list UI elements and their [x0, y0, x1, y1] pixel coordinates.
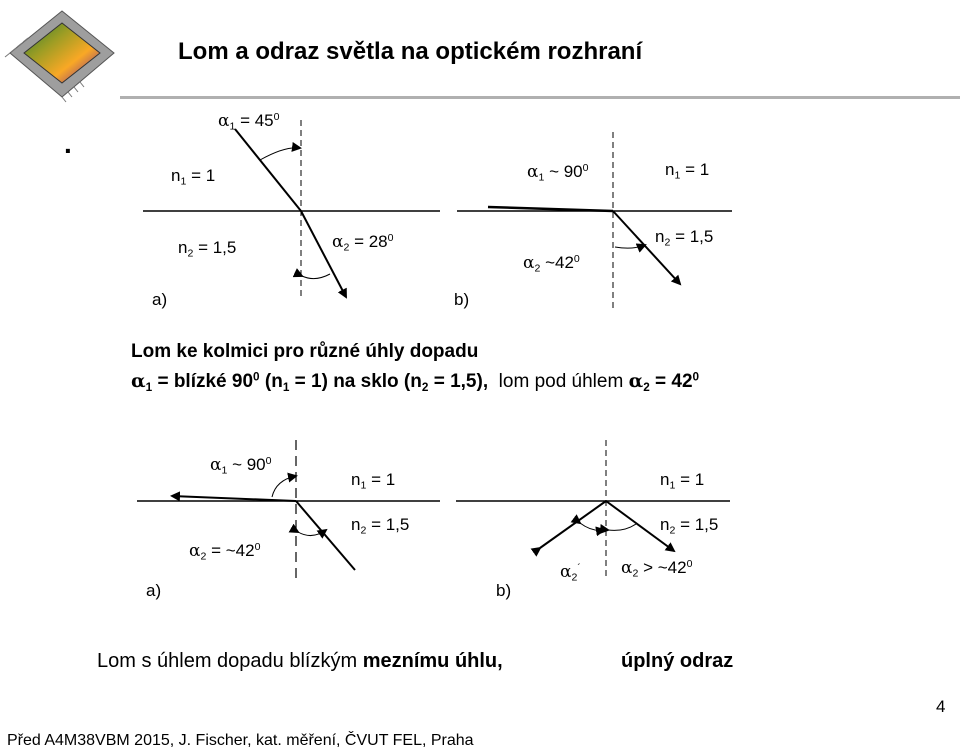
refracted-ray	[301, 211, 346, 297]
refracted-ray	[296, 501, 355, 570]
bottom-left-alpha2: $\alpha_2$ = $\sim 42^0$	[189, 541, 261, 563]
bottom-left-n2: $n_2 = 1,5$	[351, 515, 410, 537]
bottom-right-alpha2: $\alpha_2$ > $\sim 42^0$	[621, 558, 693, 580]
bottom-right-tag: b)	[496, 581, 512, 600]
page-number: 4	[936, 697, 946, 716]
total-reflection-label: úplný odraz	[621, 650, 734, 672]
bottom-left-n1: $n_1 = 1$	[351, 470, 396, 492]
angle-arc-1	[272, 476, 296, 497]
description-line-1: Lom ke kolmici pro různé úhly dopadu	[131, 341, 479, 362]
stray-dot: .	[64, 128, 72, 159]
bottom-left-alpha1: $\alpha_1$ ~ $90^0$	[210, 455, 272, 477]
bottom-left-diagram	[137, 440, 440, 578]
bottom-right-alpha2-prime: $\alpha_2^´$	[560, 562, 581, 584]
description-line-2: $\alpha_1$ = blízké $90^0$ $(n_1 = 1)$ na sklo $(n_2 = 1,5)$, lom pod úhlem $\alpha_2 = 42^0$	[131, 370, 700, 395]
top-left-tag: a)	[152, 290, 168, 309]
bottom-right-n2: $n_2 = 1,5$	[660, 515, 719, 537]
angle-arc-right	[608, 524, 636, 530]
bottom-left-tag: a)	[146, 581, 162, 600]
angle-arc-1	[260, 148, 300, 160]
angle-arc-left	[580, 523, 604, 530]
top-right-n1: $n_1 = 1$	[665, 160, 710, 182]
angle-arc	[615, 245, 645, 248]
page-title: Lom a odraz světla na optickém rozhraní	[178, 38, 643, 65]
top-left-n2: $n_2 = 1,5$	[178, 238, 237, 260]
footer-text: Před A4M38VBM 2015, J. Fischer, kat. měření, ČVUT FEL, Praha	[7, 732, 474, 749]
top-right-alpha1: $\alpha_1$ ~ $90^0$	[527, 162, 589, 184]
top-left-alpha1: $\alpha_1 = 45^0$	[218, 111, 280, 133]
top-right-tag: b)	[454, 290, 470, 309]
conclusion-line: Lom s úhlem dopadu blízkým meznímu úhlu,	[97, 650, 503, 672]
top-right-alpha2: $\alpha_2$ $\sim 42^0$	[523, 253, 580, 275]
top-right-n2: $n_2 = 1,5$	[655, 227, 714, 249]
top-left-alpha2: $\alpha_2 = 28^0$	[332, 232, 394, 254]
bottom-right-n1: $n_1 = 1$	[660, 470, 705, 492]
incident-ray	[235, 129, 301, 211]
top-left-diagram	[143, 120, 440, 300]
incident-ray	[540, 501, 606, 548]
angle-arc-2	[302, 274, 330, 279]
top-right-diagram	[457, 132, 732, 310]
top-left-n1: $n_1 = 1$	[171, 166, 216, 188]
